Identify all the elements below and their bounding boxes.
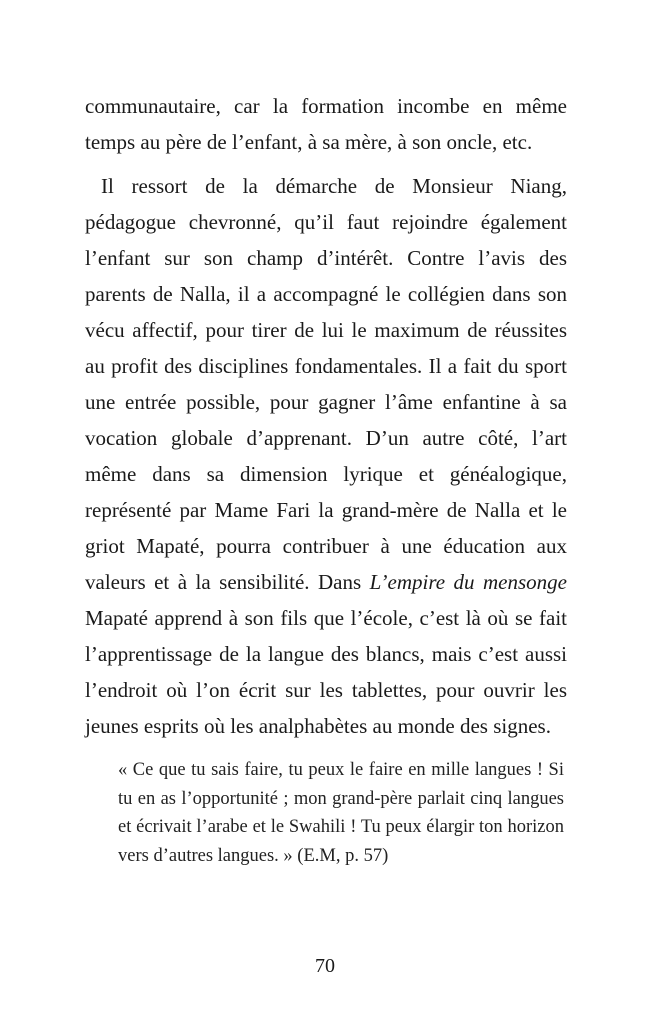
paragraph-main-text-end: Mapaté apprend à son fils que l’école, c’est là où se fait l’apprentissage de la langue des blancs, mais c’est aussi l’endroit où l’on écrit sur les tablettes, pour ouvrir les jeunes esprits où les analphabètes au monde des signes. xyxy=(85,606,567,738)
page-body xyxy=(85,88,567,870)
paragraph-continuation: communautaire, car la formation incombe en même temps au père de l’enfant, à sa mère, à son oncle, etc. xyxy=(85,94,567,154)
paragraph-main-text-start: Il ressort de la démarche de Monsieur Niang, pédagogue chevronné, qu’il faut rejoindre également l’enfant sur son champ d’intérêt. Contre l’avis des parents de Nalla, il a accompagné le collégien dans son vécu affectif, pour tirer de lui le maximum de réussites au profit des disciplines fondamentales. Il a fait du sport une entrée possible, pour gagner l’âme enfantine à sa vocation globale d’apprenant. D’un autre côté, l’art même dans sa dimension lyrique et généalogique, représenté par Mame Fari la grand-mère de Nalla et le griot Mapaté, pourra contribuer à une éducation aux valeurs et à la sensibilité. Dans xyxy=(85,174,567,594)
paragraph-main xyxy=(85,168,567,744)
book-title: L’empire du mensonge xyxy=(369,570,567,594)
block-quote: « Ce que tu sais faire, tu peux le faire en mille langues ! Si tu en as l’opportunité ; mon grand-père parlait cinq langues et écrivait l’arabe et le Swahili ! Tu peux élargir ton horizon vers d’autres langues. » (E.M, p. 57) xyxy=(118,760,564,866)
page-number: 70 xyxy=(315,955,335,977)
